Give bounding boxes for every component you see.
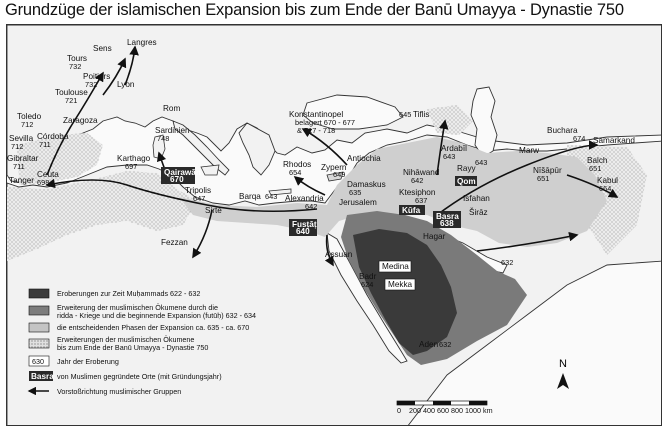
label-sevilla-year: 712 xyxy=(11,142,24,151)
label-rhodos-year: 654 xyxy=(289,168,302,177)
label-kufa: Kūfa xyxy=(402,206,421,215)
label-balch-year: 651 xyxy=(589,164,602,173)
label-basra: Basra xyxy=(436,212,459,221)
label-shiraz: Širāz xyxy=(469,208,488,217)
label-barqa-year: 643 xyxy=(265,192,278,201)
label-aden: Aden xyxy=(419,340,439,349)
legend-label-year: Jahr der Eroberung xyxy=(57,357,119,366)
label-hajar-year: 632 xyxy=(501,258,514,267)
legend-label-750-1: Erweiterungen der muslimischen Ökumene xyxy=(57,335,195,344)
legend-label-arrow: Vorstoßrichtung muslimischer Gruppen xyxy=(57,387,182,396)
label-samarkand: Samarkand xyxy=(593,136,635,145)
label-nihawand: Nihāwand xyxy=(403,168,440,177)
scale-tick-200: 200 xyxy=(409,406,421,415)
legend-label-635-670: die entscheidenden Phasen der Expansion ca. 635 - ca. 670 xyxy=(57,323,250,332)
label-nihawand-year: 642 xyxy=(411,176,424,185)
label-damaskus: Damaskus xyxy=(347,180,386,189)
scale-tick-800: 800 xyxy=(451,406,463,415)
legend-founded-sample: Basra xyxy=(31,372,54,381)
scale-tick-0: 0 xyxy=(397,406,401,415)
label-balch: Balch xyxy=(587,156,608,165)
label-qairawan-year: 670 xyxy=(170,175,184,184)
label-fustat-year: 640 xyxy=(296,227,310,236)
label-karthago: Karthago xyxy=(117,154,151,163)
map-frame xyxy=(6,24,662,426)
label-gibraltar-year: 711 xyxy=(13,162,25,171)
label-buchara: Buchara xyxy=(547,126,578,135)
label-damaskus-year: 635 xyxy=(349,188,362,197)
label-alexandria-year: 642 xyxy=(305,202,318,211)
label-ceuta: Ceuta xyxy=(37,170,59,179)
label-poitiers-year: 732 xyxy=(85,80,98,89)
legend-year-sample: 630 xyxy=(32,357,44,366)
label-tours-year: 732 xyxy=(69,62,82,71)
label-marw: Marw xyxy=(519,146,540,155)
legend-label-founded: von Muslimen gegründete Orte (mit Gründungsjahr) xyxy=(57,372,222,381)
label-nishapur: Nīšāpūr xyxy=(533,166,562,175)
label-jerusalem: Jerusalem xyxy=(339,198,377,207)
legend-swatch-635-670 xyxy=(29,323,49,332)
label-langres: Langres xyxy=(127,38,157,47)
label-tiflis: Tiflis xyxy=(413,110,430,119)
label-gibraltar: Gibraltar xyxy=(7,154,39,163)
label-konstantinopel-note2: & 717 - 718 xyxy=(297,126,336,135)
label-mekka: Mekka xyxy=(388,280,413,289)
label-rayy: Rayy xyxy=(457,164,476,173)
label-rayy-year: 643 xyxy=(475,158,488,167)
label-qom: Qom xyxy=(457,177,476,186)
label-ardabil-year: 643 xyxy=(443,152,456,161)
legend-swatch-muhammad xyxy=(29,289,49,298)
label-sardinien: Sardinien xyxy=(155,126,190,135)
label-rom: Rom xyxy=(163,104,181,113)
label-zypern-year: 649 xyxy=(333,170,346,179)
label-antiochia: Antiochia xyxy=(347,154,381,163)
label-konstantinopel: Konstantinopel xyxy=(289,110,344,119)
label-sens: Sens xyxy=(93,44,112,53)
label-hagar: Hagar xyxy=(423,232,446,241)
label-barqa: Barqa xyxy=(239,192,261,201)
map-title: Grundzüge der islamischen Expansion bis zum Ende der Banū Umayya - Dynastie 750 xyxy=(5,1,624,19)
scale-tick-600: 600 xyxy=(437,406,449,415)
label-sardinien-year: 748 xyxy=(157,134,170,143)
legend-swatch-750 xyxy=(29,339,49,348)
legend-label-ridda-2: ridda - Kriege und die beginnende Expansion (futūḥ) 632 - 634 xyxy=(57,311,256,320)
label-tanger: Tanger xyxy=(9,176,35,185)
arrow-rhodos xyxy=(295,177,325,195)
legend-label-ridda-1: Erweiterung der muslimischen Ökumene durch die xyxy=(57,303,218,312)
scale-tick-400: 400 xyxy=(423,406,435,415)
label-kabul: Kabul xyxy=(597,176,618,185)
label-sirte: Sirte xyxy=(205,206,222,215)
label-basra-year: 638 xyxy=(440,219,454,228)
historical-map xyxy=(7,25,662,426)
label-isfahan: Isfahan xyxy=(463,194,490,203)
label-toulouse-year: 721 xyxy=(65,96,78,105)
label-fezzan: Fezzan xyxy=(161,238,188,247)
label-sevilla: Sevilla xyxy=(9,134,34,143)
label-poitiers: Poitiers xyxy=(83,72,111,81)
label-ktesiphon: Ktesiphon xyxy=(399,188,436,197)
label-karthago-year: 697 xyxy=(125,162,138,171)
label-tiflis-year: 645 xyxy=(399,110,412,119)
label-rhodos: Rhodos xyxy=(283,160,312,169)
label-ardabil: Ardabīl xyxy=(441,144,467,153)
label-kabul-year: 664 xyxy=(599,184,612,193)
label-fustat: Fusṭāṭ xyxy=(292,220,317,229)
label-aden-year: 632 xyxy=(439,340,452,349)
label-badr-year: 624 xyxy=(361,280,374,289)
label-tripolis-year: 647 xyxy=(193,194,206,203)
label-lyon: Lyon xyxy=(117,80,135,89)
label-tripolis: Tripolis xyxy=(185,186,212,195)
label-badr: Badr xyxy=(359,272,377,281)
caspian-sea xyxy=(471,87,497,157)
label-assuan: Assuan xyxy=(325,250,353,259)
label-toulouse: Toulouse xyxy=(55,88,88,97)
legend-label-750-2: bis zum Ende der Banū Umayya - Dynastie 750 xyxy=(57,343,209,352)
label-ceuta-year: 698 xyxy=(37,178,50,187)
legend-swatch-ridda xyxy=(29,306,49,315)
label-cordoba: Córdoba xyxy=(37,132,69,141)
label-ktesiphon-year: 637 xyxy=(415,196,428,205)
label-zypern: Zypern xyxy=(321,163,347,172)
north-label: N xyxy=(559,358,567,370)
legend-label-muhammad: Eroberungen zur Zeit Muḥammads 622 - 632 xyxy=(57,289,201,298)
scale-tick-1000: 1000 km xyxy=(465,406,493,415)
label-alexandria: Alexandria xyxy=(285,194,324,203)
scale-bar xyxy=(397,401,493,415)
label-tours: Tours xyxy=(67,54,88,63)
label-qairawan: Qairawān xyxy=(164,168,201,177)
label-nishapur-year: 651 xyxy=(537,174,550,183)
label-zaragoza: Zaragoza xyxy=(63,116,98,125)
label-konstantinopel-note: belagert 670 - 677 xyxy=(295,118,355,127)
label-buchara-year: 674 xyxy=(573,134,586,143)
label-cordoba-year: 711 xyxy=(39,140,51,149)
sicily-island xyxy=(201,165,219,175)
label-medina: Medina xyxy=(382,262,409,271)
label-toledo-year: 712 xyxy=(21,120,34,129)
label-toledo: Toledo xyxy=(17,112,42,121)
